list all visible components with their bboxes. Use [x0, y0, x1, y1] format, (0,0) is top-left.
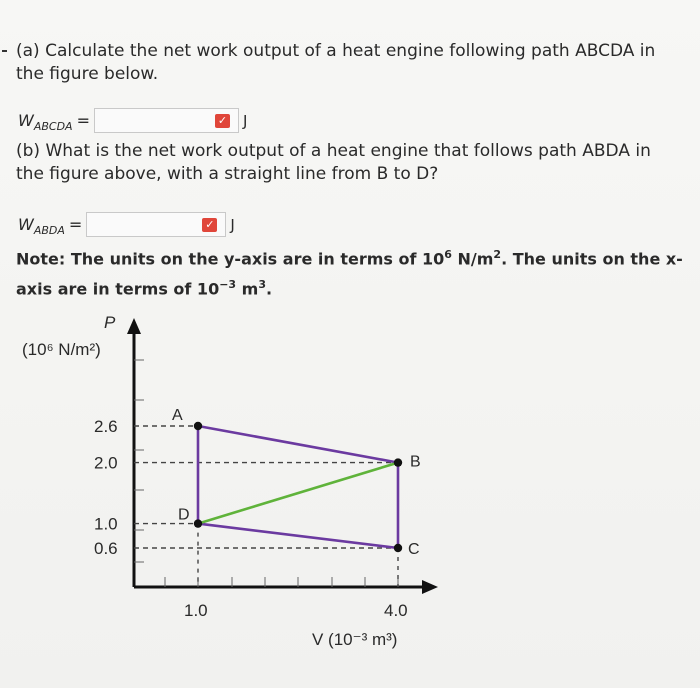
point-label-C: C	[408, 541, 420, 558]
point-C	[394, 544, 402, 552]
point-label-D: D	[178, 506, 190, 524]
equals-sign-b: =	[68, 215, 83, 234]
point-B	[394, 458, 402, 466]
y-tick-label: 0.6	[94, 539, 118, 558]
cycle-segment-AB	[198, 426, 398, 463]
y-tick-label: 2.0	[94, 453, 118, 473]
point-A	[194, 422, 202, 430]
work-label-a: $W_{ABCDA}$	[18, 111, 73, 133]
point-label-A: A	[172, 407, 183, 424]
x-axis-label: V (10⁻³ m³)	[312, 630, 398, 649]
point-label-B: B	[410, 453, 421, 471]
bullet-marker	[2, 50, 7, 52]
check-icon[interactable]: ✓	[215, 114, 230, 128]
y-tick-label: 1.0	[94, 514, 118, 534]
check-icon[interactable]: ✓	[202, 218, 217, 232]
x-axis-arrow	[422, 580, 438, 594]
y-axis-unit: (10⁶ N/m²)	[22, 340, 101, 359]
diagonal-segment-BD	[198, 463, 398, 524]
unit-label-a: J	[242, 111, 248, 130]
equals-sign-a: =	[76, 111, 90, 130]
answer-input-a[interactable]	[94, 108, 239, 133]
question-a: (a) Calculate the net work output of a heat engine following path ABCDA in the figure below.	[16, 41, 656, 84]
y-tick-label: 2.6	[94, 417, 118, 436]
answer-row-b	[18, 212, 235, 237]
y-axis-symbol: P	[104, 313, 116, 332]
units-note: Note: The units on the y-axis are in terms of $10^6$ $N/m^2$. The units on the x-axis are in terms of $10^{-3}$ $m^3$.	[16, 248, 683, 299]
answer-input-b[interactable]	[86, 212, 226, 237]
answer-row-a	[18, 108, 247, 133]
x-tick-label: 1.0	[184, 601, 208, 620]
point-D	[194, 519, 202, 527]
work-label-b: $W_{ABDA}$	[18, 215, 65, 237]
unit-label-b: J	[230, 215, 235, 234]
pv-diagram	[0, 300, 700, 688]
cycle-segment-CD	[198, 524, 398, 548]
x-tick-label: 4.0	[384, 601, 408, 620]
question-b: (b) What is the net work output of a heat engine that follows path ABDA in the figure above, with a straight line from B to D?	[16, 141, 651, 184]
y-axis-arrow	[127, 318, 141, 334]
